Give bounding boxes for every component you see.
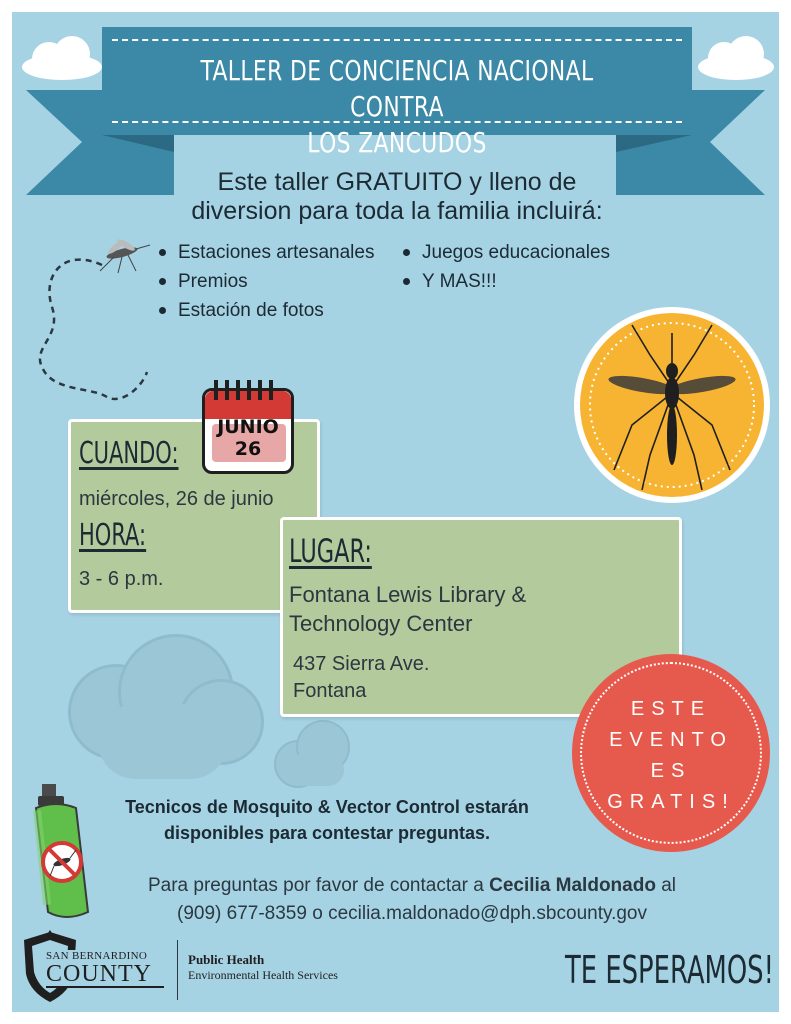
features-list-right (400, 238, 610, 296)
county-logo-text (46, 950, 164, 986)
title-line-1: TALLER DE CONCIENCIA NACIONAL CONTRA (200, 54, 594, 123)
features-list-left (156, 238, 374, 325)
calendar-month: JUNIO (217, 416, 279, 438)
contact-prefix: Para preguntas por favor de contactar a (147, 875, 490, 896)
title-line-2: LOS ZANCUDOS (307, 126, 487, 159)
department-line-2: Environmental Health Services (188, 968, 338, 982)
badge-line-4: GRATIS! (607, 791, 735, 813)
mosquito-sun-icon (572, 305, 772, 505)
contact-name: Cecilia Maldonado (489, 875, 656, 896)
spray-can-icon (26, 782, 96, 922)
title-banner (102, 27, 692, 159)
contact-suffix: al (655, 875, 677, 896)
when-heading: CUANDO: (79, 436, 179, 471)
flyer (12, 12, 779, 1012)
list-item: Juegos educacionales (400, 238, 610, 267)
department-line-1: Public Health (188, 952, 265, 967)
no-mosquito-icon (43, 843, 81, 881)
footer-divider (177, 940, 178, 1000)
contact-line-2: (909) 677-8359 o cecilia.maldonado@dph.sbcounty.gov (177, 903, 647, 924)
mosquito-icon (92, 235, 152, 275)
county-logo-top: SAN BERNARDINO (46, 950, 148, 962)
intro-text (132, 168, 662, 226)
address-line-1: 437 Sierra Ave. (293, 653, 430, 675)
venue-name-line-1: Fontana Lewis Library & (289, 582, 527, 607)
list-item: Estación de fotos (156, 296, 374, 325)
list-item: Y MAS!!! (400, 267, 610, 296)
calendar-day: 26 (234, 438, 262, 460)
smoke-cloud-icon (48, 624, 268, 794)
venue-name-line-2: Technology Center (289, 611, 473, 636)
intro-line-1: Este taller GRATUITO y lleno de (217, 168, 577, 196)
event-date: miércoles, 26 de junio (79, 488, 274, 510)
badge-line-3: ES (650, 760, 692, 782)
smoke-cloud-icon (274, 720, 354, 790)
contact-line-1 (92, 872, 732, 900)
contact-info (92, 872, 732, 928)
event-time: 3 - 6 p.m. (79, 568, 164, 590)
closing-text: TE ESPERAMOS! (565, 948, 774, 992)
techs-line-2: disponibles para contestar preguntas. (163, 823, 491, 843)
badge-line-1: ESTE (630, 698, 712, 720)
list-item: Premios (156, 267, 374, 296)
address-line-2: Fontana (293, 680, 367, 702)
badge-line-2: EVENTO (609, 729, 733, 751)
free-event-badge (572, 654, 770, 852)
place-heading: LUGAR: (289, 532, 372, 570)
technicians-note (102, 794, 552, 846)
page-title (167, 53, 627, 161)
list-item: Estaciones artesanales (156, 238, 374, 267)
time-heading: HORA: (79, 518, 147, 553)
calendar-icon (202, 380, 292, 470)
county-logo-name: COUNTY (46, 962, 164, 988)
intro-line-2: diversion para toda la familia incluirá: (191, 197, 603, 225)
techs-line-1: Tecnicos de Mosquito & Vector Control estarán (125, 797, 529, 817)
department-name (188, 952, 338, 983)
